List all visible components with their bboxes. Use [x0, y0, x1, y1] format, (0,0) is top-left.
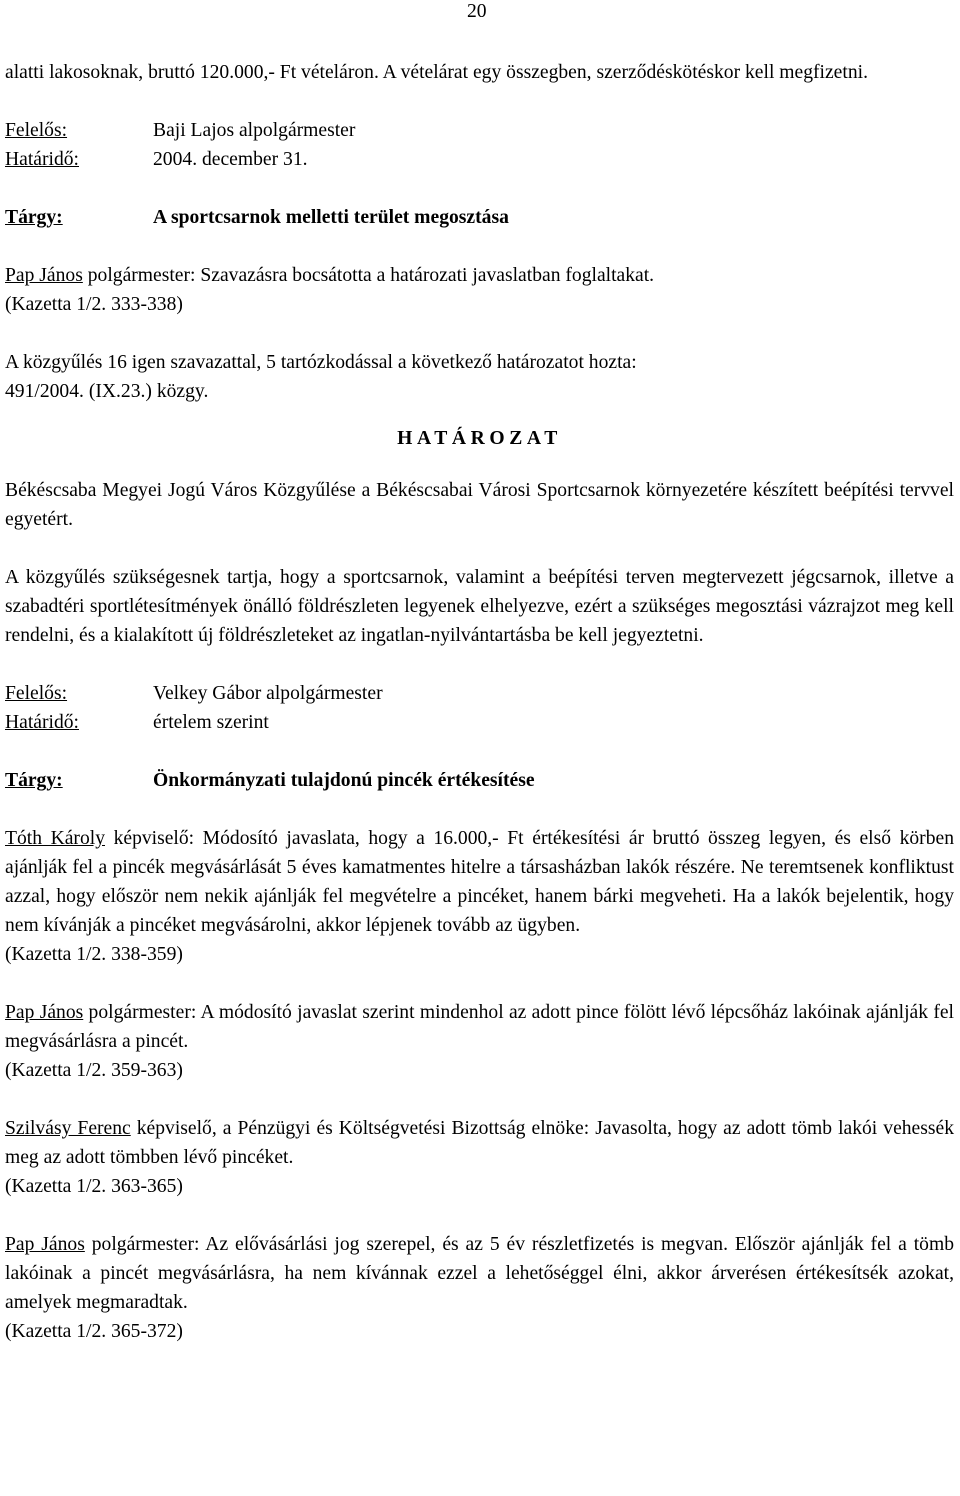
speech-text: polgármester: A módosító javaslat szerint mindenhol az adott pince fölött lévő lépcsőház lakóinak ajánlják fel megvásárlásra a pincét. [5, 1002, 954, 1052]
responsible-label: Felelős: [5, 683, 68, 704]
speech-paragraph [5, 824, 954, 940]
speech-text: polgármester: Az elővásárlási jog szerepel, és az 5 év részletfizetés is megvan. Először ajánlják fel a tömb lakóinak a pincét megvásárlásra, ha nem kívánnak ezzel a lehetőséggel élni, akkor árverésen értékesítsék azokat, amelyek megmaradtak. [5, 1234, 954, 1313]
deadline-label: Határidő: [5, 149, 79, 170]
speech-text: képviselő, a Pénzügyi és Költségvetési Bizottság elnöke: Javasolta, hogy az adott tömb lakói vehessék meg az adott tömbben lévő pincéket. [5, 1118, 954, 1168]
kazetta-reference: (Kazetta 1/2. 333-338) [5, 294, 183, 315]
page-number: 20 [467, 1, 487, 22]
topic-row-1 [5, 203, 954, 232]
intro-paragraph: alatti lakosoknak, bruttó 120.000,- Ft vételáron. A vételárat egy összegben, szerződéskötéskor kell megfizetni. [5, 62, 868, 83]
kazetta-reference: (Kazetta 1/2. 338-359) [5, 944, 183, 965]
speaker-paragraph [5, 261, 954, 290]
responsible-label: Felelős: [5, 120, 68, 141]
vote-line: A közgyűlés 16 igen szavazattal, 5 tartózkodással a következő határozatot hozta: [5, 352, 637, 373]
speaker-name: Szilvásy Ferenc [5, 1118, 131, 1139]
speaker-name: Pap János [5, 265, 83, 286]
speech-text: képviselő: Módosító javaslata, hogy a 16.000,- Ft értékesítési ár bruttó összeg legyen, és első körben ajánlják fel a pincék megvásárlását 5 éves kamatmentes hitelre a társasházban lakók részére. Ne teremtsenek konfliktust azzal, hogy először nem nekik ajánlják fel megvételre a pincéket, hanem bárki megveheti. Ha a lakók bejelentik, hogy nem kívánják a pincéket megvásárolni, akkor lépjenek tovább az ügyben. [5, 828, 954, 936]
speech-paragraph [5, 1230, 954, 1317]
topic-title: A sportcsarnok melletti terület megosztása [153, 207, 509, 228]
resolution-paragraph-1: Békéscsaba Megyei Jogú Város Közgyűlése a Békéscsabai Városi Sportcsarnok környezetére készített beépítési tervvel egyetért. [5, 480, 954, 530]
resolution-paragraph-2: A közgyűlés szükségesnek tartja, hogy a sportcsarnok, valamint a beépítési terven megtervezett jégcsarnok, illetve a szabadtéri sportlétesítmények önálló földrészleten legyenek elhelyezve, ezért a szükséges megosztási vázrajzot meg kell rendelni, és a kialakított új földrészleteket az ingatlan-nyilvántartásba be kell jegyeztetni. [5, 567, 954, 646]
deadline-row-2 [5, 708, 954, 737]
speech-paragraph [5, 998, 954, 1056]
topic-row-2 [5, 766, 954, 795]
topic-label: Tárgy: [5, 207, 63, 228]
speaker-name: Tóth Károly [5, 828, 105, 849]
kazetta-reference: (Kazetta 1/2. 365-372) [5, 1321, 183, 1342]
speaker-name: Pap János [5, 1234, 85, 1255]
speaker-name: Pap János [5, 1002, 84, 1023]
kazetta-reference: (Kazetta 1/2. 359-363) [5, 1060, 183, 1081]
speech-paragraph [5, 1114, 954, 1172]
responsible-value: Velkey Gábor alpolgármester [153, 683, 383, 704]
deadline-row-1 [5, 145, 954, 174]
responsible-row-1 [5, 116, 954, 145]
topic-title: Önkormányzati tulajdonú pincék értékesítése [153, 770, 535, 791]
resolution-number: 491/2004. (IX.23.) közgy. [5, 381, 209, 402]
responsible-value: Baji Lajos alpolgármester [153, 120, 356, 141]
topic-label: Tárgy: [5, 770, 63, 791]
kazetta-reference: (Kazetta 1/2. 363-365) [5, 1176, 183, 1197]
deadline-value: 2004. december 31. [153, 149, 308, 170]
speaker-text: polgármester: Szavazásra bocsátotta a határozati javaslatban foglaltakat. [82, 265, 655, 286]
responsible-row-2 [5, 679, 954, 708]
resolution-heading: HATÁROZAT [397, 428, 562, 449]
deadline-label: Határidő: [5, 712, 79, 733]
deadline-value: értelem szerint [153, 712, 269, 733]
